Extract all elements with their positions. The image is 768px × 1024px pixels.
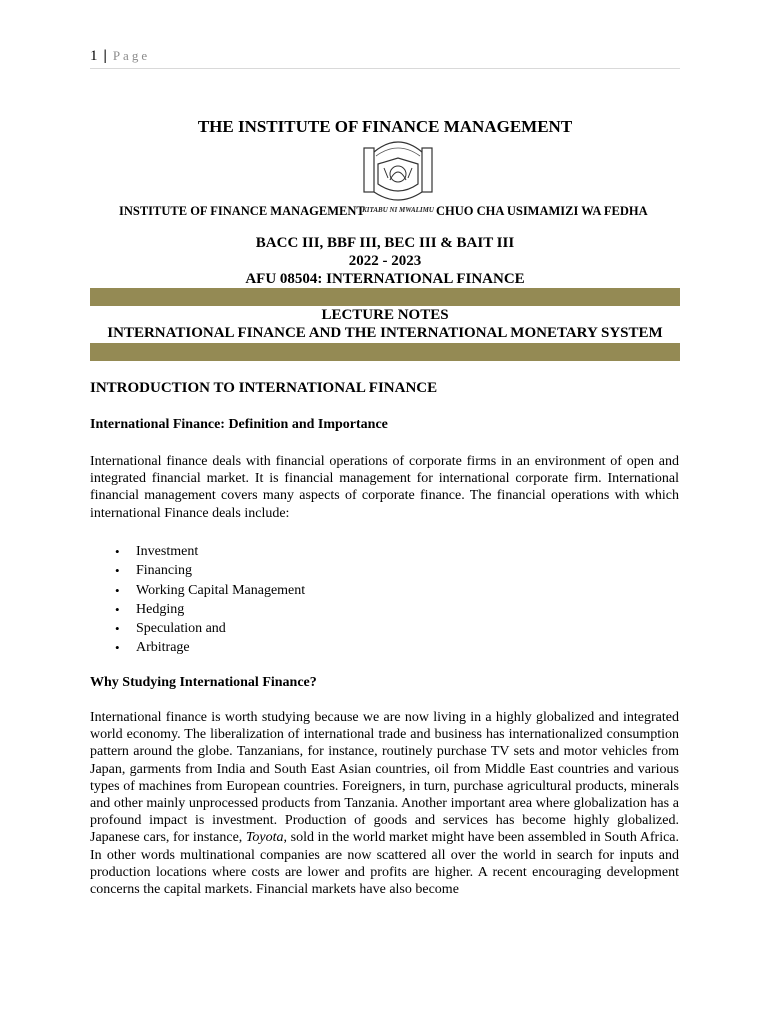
list-item: • Arbitrage [90, 638, 305, 657]
page-label: Page [112, 48, 151, 63]
bullet-icon: • [115, 601, 120, 617]
lecture-label: LECTURE NOTES [321, 307, 449, 323]
lecture-info [90, 306, 680, 342]
course-year: 2022 - 2023 [348, 253, 422, 269]
bullet-icon: • [115, 544, 120, 559]
course-info [90, 234, 680, 288]
institution-name-swahili: CHUO CHA USIMAMIZI WA FEDHA [436, 204, 648, 218]
title-band-top [90, 288, 680, 306]
list-item: • Speculation and [90, 619, 305, 638]
heading-definition: International Finance: Definition and Importance [90, 417, 388, 432]
bullet-icon: • [115, 582, 120, 598]
operations-list [90, 542, 305, 658]
italic-brand: Toyota [245, 830, 284, 846]
institution-name-english: INSTITUTE OF FINANCE MANAGEMENT [119, 204, 365, 218]
institution-title: THE INSTITUTE OF FINANCE MANAGEMENT [197, 117, 573, 136]
heading-why-study: Why Studying International Finance? [90, 675, 317, 690]
list-item: • Hedging [90, 600, 305, 619]
paragraph-definition: International finance deals with financial operations of corporate firms in an environment of open and integrated financial market. It is financial management for international corporate firm. International financial management covers many aspects of corporate finance. The financial operations with which international Finance deals include: [90, 454, 679, 521]
course-programmes: BACC III, BBF III, BEC III & BAIT III [255, 235, 515, 251]
bullet-icon: • [115, 640, 120, 656]
institution-seal-icon [362, 134, 434, 216]
heading-introduction: INTRODUCTION TO INTERNATIONAL FINANCE [90, 380, 438, 396]
seal-motto: KITABU NI MWALIMU [362, 206, 434, 214]
bullet-icon: • [115, 563, 120, 579]
page-separator: | [103, 48, 107, 64]
list-item: • Working Capital Management [90, 581, 305, 600]
lecture-topic: INTERNATIONAL FINANCE AND THE INTERNATIONAL MONETARY SYSTEM [107, 325, 663, 341]
list-item: • Financing [90, 561, 305, 580]
page-header [90, 46, 680, 69]
bullet-icon: • [115, 621, 120, 637]
paragraph-why-study: International finance is worth studying because we are now living in a highly globalized and integrated world economy. The liberalization of international trade and business has internationalized consumption pattern around the globe. Tanzanians, for instance, routinely purchase TV sets and motor vehicles from Japan, garments from India and South East Asian countries, oil from Middle East countries and various types of machines from European countries. Foreigners, in turn, purchase agricultural products, minerals and other mainly unprocessed products from Tanzania. Another important area where globalization has a profound impact is investment. Production of goods and services has become highly globalized. Japanese cars, for instance, Toyota, sold in the world market might have been assembled in South Africa. In other words multinational companies are now scattered all over the world in search for inputs and production locations where costs are lower and profits are higher. A recent encouraging development concerns the capital markets. Financial markets have also become [90, 710, 680, 898]
page-number: 1 [90, 48, 98, 64]
course-code-title: AFU 08504: INTERNATIONAL FINANCE [245, 271, 525, 287]
title-band-bottom [90, 343, 680, 361]
list-item: • Investment [90, 542, 305, 561]
